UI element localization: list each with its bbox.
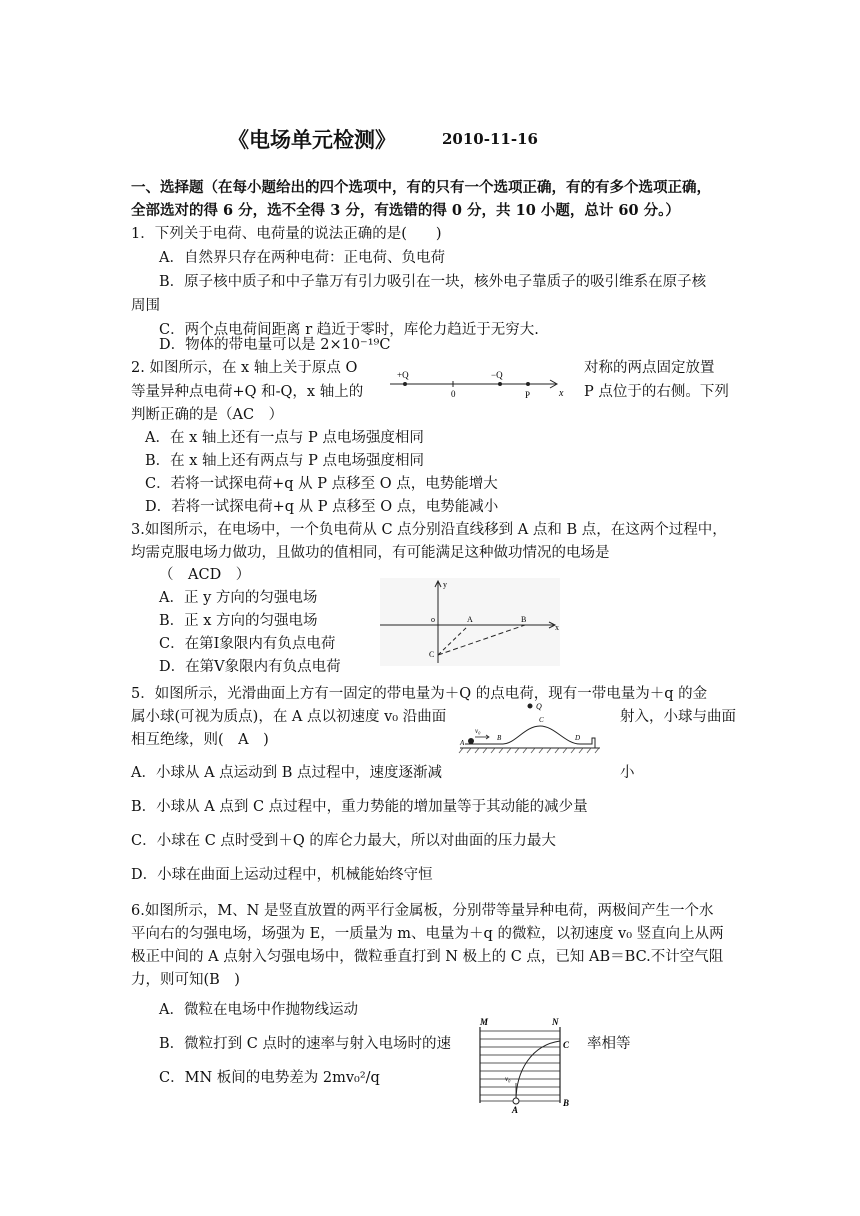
q6-line4: 力，则可知(B ): [131, 972, 240, 988]
ball: [468, 738, 474, 744]
q6-line3: 极正中间的 A 点射入匀强电场中，微粒垂直打到 N 极上的 C 点，已知 AB＝BC.不计空气阻: [131, 949, 724, 965]
date: 2010-11-16: [442, 130, 538, 148]
q6-option-a: A．微粒在电场中作抛物线运动: [159, 1002, 358, 1018]
q3-answer: （ ACD ）: [159, 567, 251, 583]
q3-option-b: B．正 x 方向的匀强电场: [159, 613, 318, 629]
q1-option-b: B．原子核中质子和中子靠万有引力吸引在一块，核外电子靠质子的吸引维系在原子核: [159, 274, 707, 290]
q2-option-c: C．若将一试探电荷+q 从 P 点移至 O 点，电势能增大: [145, 476, 498, 492]
a-label: A: [460, 739, 465, 747]
d-label: D: [575, 734, 581, 742]
p-point-dot: [526, 382, 530, 386]
x-axis-label: x: [559, 388, 564, 399]
q6-option-b-left: B．微粒打到 C 点时的速率与射入电场时的速: [159, 1036, 451, 1052]
section-heading-line2: 全部选对的得 6 分，选不全得 3 分，有选错的得 0 分，共 10 小题，总计 60 分。）: [131, 202, 680, 219]
q3-field-figure: [375, 573, 565, 670]
origin-label: 0: [451, 389, 456, 399]
point-a-dot: [513, 1098, 519, 1104]
x-label: x: [555, 623, 559, 632]
point-b-label: B: [521, 615, 527, 624]
q5-line3: 相互绝缘，则( A ): [131, 732, 269, 748]
plus-q-label: +Q: [397, 370, 409, 380]
q5-line2-right: 射入，小球与曲面: [620, 709, 736, 725]
q3-line1: 3.如图所示，在电场中，一个负电荷从 C 点分别沿直线移到 A 点和 B 点，在这两个过程中，: [131, 522, 727, 538]
q5-line1: 5．如图所示，光滑曲面上方有一固定的带电量为＋Q 的点电荷，现有一带电量为＋q 的金: [131, 686, 708, 702]
q2-line2-left: 等量异种点电荷+Q 和-Q，x 轴上的: [131, 384, 364, 400]
b-label: B: [563, 1098, 570, 1108]
q5-line2-left: 属小球(可视为质点)，在 A 点以初速度 v₀ 沿曲面: [131, 709, 447, 725]
n-label: N: [552, 1017, 559, 1027]
field-lines: [480, 1031, 560, 1101]
q5-curve-figure: [455, 696, 605, 758]
ground-hatching: [459, 748, 599, 753]
q6-line1: 6.如图所示，M、N 是竖直放置的两平行金属板，分别带等量异种电荷，两极间产生一个水: [131, 903, 714, 919]
v0-label: v₀: [505, 1075, 511, 1083]
q5-option-c: C．小球在 C 点时受到＋Q 的库仑力最大，所以对曲面的压力最大: [131, 833, 556, 849]
q2-line1-right: 对称的两点固定放置: [584, 360, 715, 376]
q1-option-d: D．物体的带电量可以是 2×10⁻¹⁹C: [159, 337, 391, 353]
origin-label: o: [431, 615, 435, 624]
q6-option-b-right: 率相等: [587, 1036, 631, 1052]
plus-charge-dot: [403, 382, 407, 386]
v0-label: v₀: [475, 727, 481, 735]
q3-option-d: D．在第Ⅴ象限内有负点电荷: [159, 659, 341, 675]
q3-option-a: A．正 y 方向的匀强电场: [159, 590, 318, 606]
q1-stem: 1．下列关于电荷、电荷量的说法正确的是( ): [131, 226, 442, 242]
minus-q-label: −Q: [491, 370, 503, 380]
point-charge-dot: [528, 704, 533, 709]
section-heading-line1: 一、选择题（在每小题给出的四个选项中，有的只有一个选项正确，有的有多个选项正确，: [131, 179, 711, 196]
q3-option-c: C．在第Ⅰ象限内有负点电荷: [159, 636, 336, 652]
q2-axis-figure: [385, 366, 575, 402]
page-title: 《电场单元检测》: [228, 127, 396, 152]
p-label: P: [525, 390, 531, 400]
c-label: C: [539, 716, 544, 724]
q2-line3: 判断正确的是（AC ）: [131, 407, 284, 423]
q6-plates-figure: [470, 1015, 590, 1115]
q3-line2: 均需克服电场力做功，且做功的值相同，有可能满足这种做功情况的电场是: [131, 545, 610, 561]
q6-option-c: C．MN 板间的电势差为 2mv₀²/q: [159, 1070, 380, 1086]
point-c-label: C: [429, 650, 435, 659]
b-label: B: [497, 734, 502, 742]
q5-option-a-left: A．小球从 A 点运动到 B 点过程中，速度逐渐减: [131, 765, 443, 781]
q6-line2: 平向右的匀强电场，场强为 E，一质量为 m、电量为＋q 的微粒，以初速度 v₀ 竖直向上从两: [131, 926, 724, 942]
q2-line2-right: P 点位于的右侧。下列: [584, 384, 729, 400]
m-label: M: [480, 1017, 489, 1027]
y-label: y: [443, 580, 447, 589]
point-a-label: A: [467, 615, 473, 624]
q2-option-b: B．在 x 轴上还有两点与 P 点电场强度相同: [145, 453, 425, 469]
q-label: Q: [536, 702, 542, 711]
q5-option-a-right: 小: [620, 765, 635, 781]
q1-option-b-cont: 周围: [131, 298, 160, 314]
c-label: C: [563, 1040, 570, 1050]
q2-option-a: A．在 x 轴上还有一点与 P 点电场强度相同: [145, 430, 424, 446]
q5-option-d: D．小球在曲面上运动过程中，机械能始终守恒: [131, 867, 433, 883]
minus-charge-dot: [498, 382, 502, 386]
a-label: A: [512, 1105, 519, 1115]
q1-option-c: C．两个点电荷间距离 r 趋近于零时，库伦力趋近于无穷大.: [159, 322, 539, 338]
q2-line1-left: 2. 如图所示，在 x 轴上关于原点 O: [131, 360, 358, 376]
q2-option-d: D．若将一试探电荷+q 从 P 点移至 O 点，电势能减小: [145, 499, 499, 515]
q1-option-a: A．自然界只存在两种电荷：正电荷、负电荷: [159, 250, 445, 266]
q5-option-b: B．小球从 A 点到 C 点过程中，重力势能的增加量等于其动能的减少量: [131, 799, 588, 815]
